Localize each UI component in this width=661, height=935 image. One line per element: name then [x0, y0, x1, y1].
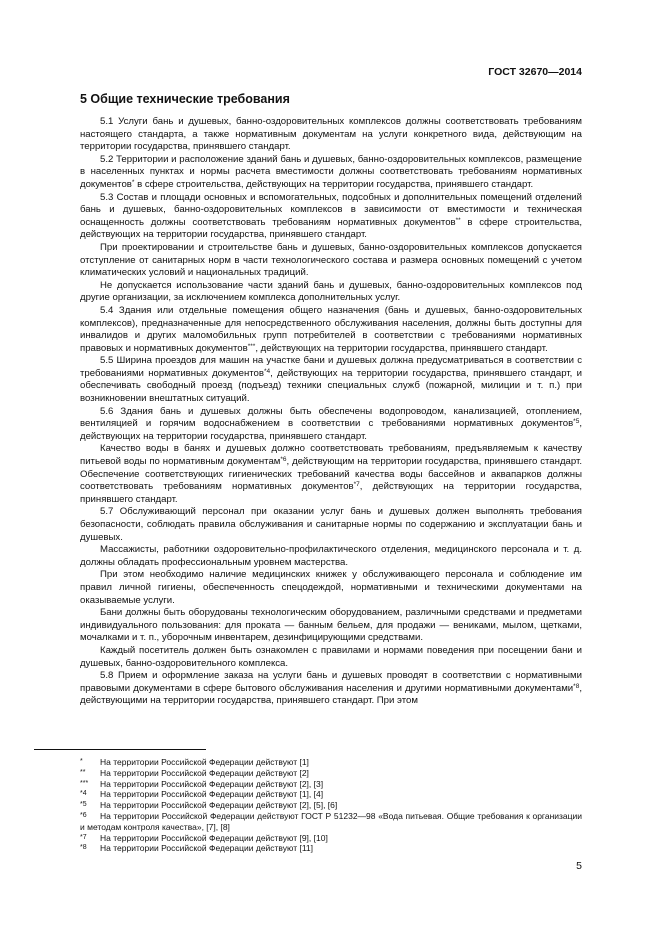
footnote [80, 779, 582, 790]
footnotes [80, 757, 582, 854]
paragraph [80, 305, 582, 355]
paragraph-text: в сфере строительства, действующих на территории государства, принявшего стандарт. [80, 216, 582, 241]
footnote [80, 843, 582, 854]
footnote-text: На территории Российской Федерации действуют [2], [5], [6] [100, 800, 338, 811]
footnote-mark: *6 [80, 811, 87, 819]
footnote-reference: *8 [573, 682, 580, 690]
footnote-reference: *4 [263, 367, 271, 375]
footnote-separator [34, 749, 206, 750]
paragraph [80, 443, 582, 506]
footnote-text: На территории Российской Федерации действуют [1], [4] [100, 789, 324, 800]
footnote-text: На территории Российской Федерации действуют [11] [100, 843, 314, 854]
footnote-reference: ** [455, 216, 461, 224]
paragraph-text: , действующим на территории государства, принявшего стандарт. Обеспечение соответствующих гигиенических требований качества воды бассейнов и аквапарков должны соответствовать требованиям нормативных документов [80, 456, 582, 493]
footnote [80, 789, 582, 800]
paragraph [80, 670, 582, 708]
paragraph-text: Каждый посетитель должен быть ознакомлен с правилами и нормами поведения при посещении бани и душевых, банно-оздоровительного комплекса. [80, 644, 582, 669]
paragraph-text: 5.3 Состав и площади основных и вспомогательных, подсобных и дополнительных помещений отделений бань и душевых, банно-оздоровительных комплексов в зависимости от вместимости и техническая оснащенность должны соответствовать требованиям нормативных документов [80, 191, 582, 228]
footnote [80, 833, 582, 844]
footnote-mark: *4 [80, 790, 87, 798]
footnote-mark: * [80, 758, 83, 765]
footnote-reference: *5 [573, 418, 580, 426]
footnote [80, 757, 582, 768]
paragraph [80, 242, 582, 280]
paragraph-text: Качество воды в банях и душевых должно соответствовать требованиям, предъявляемым к качеству питьевой воды по нормативным документам [80, 443, 582, 468]
footnote-mark: ** [80, 768, 86, 776]
paragraph-text: 5.8 Прием и оформление заказа на услуги бань и душевых проводят в соответствии с нормативными правовыми документами в сфере бытового обслуживания населения и другими нормативными документами [80, 670, 582, 694]
paragraph-text: При проектировании и строительстве бань и душевых, банно-оздоровительных комплексов допускается отступление от санитарных норм в части технологического состава и размера основных помещений с учетом климатических условий и национальных традиций. [80, 241, 582, 279]
paragraph-text: , действующих на территории государства, принявшего стандарт. [255, 342, 548, 354]
footnote [80, 811, 582, 833]
paragraph-text: 5.7 Обслуживающий персонал при оказании услуг бань и душевых должен выполнять требования безопасности, соблюдать правила обслуживания и санитарные нормы по содержанию и эксплуатации бань и душевых. [80, 506, 582, 543]
footnote-reference: *7 [353, 481, 360, 489]
paragraph-text: Массажисты, работники оздоровительно-профилактического отделения, медицинского персонала и т. д. должны обладать профессиональным уровнем мастерства. [80, 544, 582, 568]
footnote [80, 768, 582, 779]
section-title: 5 Общие технические требования [80, 92, 290, 106]
body-text [80, 116, 582, 708]
paragraph [80, 544, 582, 569]
footnote [80, 800, 582, 811]
paragraph-text: 5.4 Здания или отдельные помещения общего назначения (бань и душевых, банно-оздоровительных комплексов), предназначенные для непосредственного обслуживания населения, должны быть доступны для инвалидов и других маломобильных групп потребителей в соответствии с требованиями нормативных правовых и нормативных документов [80, 304, 582, 354]
footnote-text: На территории Российской Федерации действуют [1] [100, 757, 309, 767]
footnote-text: На территории Российской Федерации действуют [2] [100, 767, 309, 778]
paragraph [80, 280, 582, 305]
paragraph [80, 355, 582, 405]
paragraph [80, 154, 582, 192]
paragraph [80, 569, 582, 607]
paragraph [80, 506, 582, 544]
paragraph-text: Не допускается использование части зданий бань и душевых, банно-оздоровительных комплексов под другие организации, за исключением комплекса дополнительных услуг. [80, 279, 582, 304]
paragraph-text: , действующих на территории государства, принявшего стандарт, и обеспечивать свободный проезд (подъезд) техники специальных служб (пожарной, милиции и т. п.) при возникновении внештатных ситуаций. [80, 367, 583, 405]
paragraph-text: При этом необходимо наличие медицинских книжек у обслуживающего персонала и соблюдение им правил личной гигиены, обеспеченность спецодеждой, нормативными и техническими документами на оказываемые услуги. [80, 569, 582, 606]
paragraph-text: , действующих на территории государства, принявшего стандарт. [80, 418, 582, 442]
footnote-mark: *** [80, 779, 89, 787]
paragraph [80, 607, 582, 645]
footnote-reference: *** [247, 342, 256, 350]
paragraph-text: 5.2 Территории и расположение зданий бань и душевых, банно-оздоровительных комплексов, размещение в населенных пунктах и нормы расчета вместимости должны соответствовать требованиям нормативных документов [80, 153, 582, 190]
footnote-reference: *6 [280, 456, 287, 464]
paragraph [80, 406, 582, 444]
document-code: ГОСТ 32670—2014 [488, 66, 582, 78]
footnote-mark: *7 [80, 833, 87, 841]
paragraph-text: в сфере строительства, действующих на территории государства, принявшего стандарт. [134, 178, 534, 190]
paragraph [80, 645, 582, 670]
footnote-reference: * [131, 178, 135, 186]
paragraph-text: 5.5 Ширина проездов для машин на участке бани и душевых должна предусматриваться в соответствии с требованиями нормативных документов [80, 355, 582, 379]
footnote-mark: *5 [80, 801, 87, 809]
paragraph-text: , действующими на территории государства, принявшего стандарт. При этом [80, 682, 582, 707]
page-number: 5 [576, 860, 582, 872]
paragraph-text: Бани должны быть оборудованы технологическим оборудованием, различными средствами и предметами индивидуального пользования: для проката — банным бельем, для продажи — вениками, мылом, щетками, мочалками и т. п., уборочным инвентарем, дезинфицирующими средствами. [80, 607, 582, 644]
footnote-text: На территории Российской Федерации действуют [9], [10] [100, 832, 328, 843]
footnote-text: На территории Российской Федерации действуют [2], [3] [100, 778, 324, 789]
paragraph [80, 192, 582, 242]
paragraph-text: 5.6 Здания бань и душевых должны быть обеспечены водопроводом, канализацией, отоплением, вентиляцией и горячим водоснабжением в соответствии с требованиями нормативных документов [80, 405, 582, 430]
footnote-mark: *8 [80, 844, 87, 852]
paragraph-text: 5.1 Услуги бань и душевых, банно-оздоровительных комплексов должны соответствовать требованиям настоящего стандарта, а также нормативным документам на услуги конкретного вида, действующим на территории государства, принявшего стандарт. [80, 116, 582, 153]
paragraph [80, 116, 582, 154]
paragraph-text: , действующих на территории государства, принявшего стандарт. [80, 481, 582, 505]
footnote-text: На территории Российской Федерации действуют ГОСТ Р 51232—98 «Вода питьевая. Общие требования к организации и методам контроля качества», [7], [8] [80, 810, 582, 832]
